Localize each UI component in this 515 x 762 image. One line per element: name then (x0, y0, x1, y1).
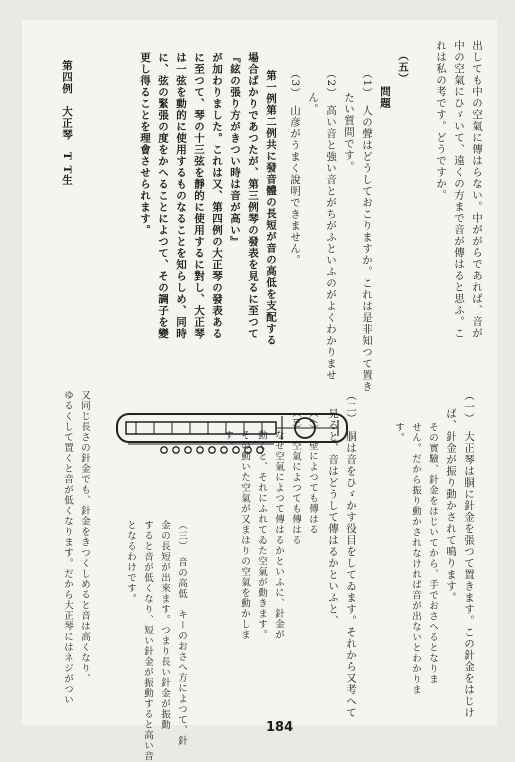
text-column: その動いた空氣が又まはりの空氣を動かしま (239, 430, 250, 640)
text-column: （一） 大正琴は胴に針金を張つて置きます。この針金をはじけ (463, 390, 475, 719)
text-column: なぜ空氣によつて傳はるかといふに、針金が (273, 430, 284, 640)
question-heading: 問題 (379, 86, 391, 109)
text-column: せん。だから振り動かされなければ音が出ないとわかりま (410, 422, 421, 695)
text-column: （二） 胴は音をひゞかす役目をしてゐます。それから又考へて (345, 390, 357, 719)
text-column: 動くと、それにふれてゐた空氣が動きます。 (256, 430, 267, 640)
question-item: たい質問です。 (343, 92, 355, 173)
text-column: となるわけです。 (125, 520, 136, 604)
text-column: ゆるくして置くと音が低くなります。だから大正琴にはネジがつい (62, 390, 73, 705)
question-item: （2） 高い音と強い音とがちがふといふのがよくわかりませ (325, 68, 337, 381)
text-column: す。 (222, 430, 233, 451)
commentary-line: に至つて、琴の十三弦を靜的に使用するに對し、大正琴 (193, 52, 205, 340)
question-item: （3） 山彦がうまく說明できません。 (289, 68, 301, 266)
text-column: すると音が低くなり、短い針金が振動すると高い音 (142, 520, 153, 762)
commentary-line: 第一例第二例共に發音體の長短が音の高低を支配する (265, 70, 277, 346)
commentary-quote: 『絃の張り方がきつい時は音が高い』 (229, 52, 241, 248)
commentary-line: は一弦を動的に使用するものなることを知らしめ、同時 (175, 52, 187, 340)
question-item: ん。 (307, 92, 319, 115)
taishogoto-illustration (114, 410, 354, 500)
text-column: 出しても中の空氣に傳はらない。中ががらであれば、音が (471, 40, 483, 339)
text-column: 又同じ長さの針金でも、針金をきつくしめると音は高くなり、 (79, 390, 90, 684)
commentary-line: 更し得ることを理會させられます。 (139, 52, 151, 236)
question-item: （1） 人の聲はどうしておこりますか。これは是非知つて置き (361, 68, 373, 393)
text-column: （三） 音の高低 キーのおさへ方によつて、針 (176, 520, 187, 747)
commentary-line: 場合ばかりであつたが、第三例琴の發表を見るに至つて (247, 52, 259, 340)
list-item: （ｲ） 壁によつても傳はる (307, 408, 318, 536)
page-number: 184 (266, 720, 294, 735)
example-heading: 第四例 大正琴 T T生 (61, 60, 73, 186)
text-column: 見ると、音はどうして傳はるかといふと、 (327, 408, 339, 627)
text-column: 金の長短が出來ます。つまり長い針金が振動 (159, 520, 170, 730)
text-column: す。 (393, 422, 404, 443)
text-column: 中の空氣にひゞいて、遠くの方まで音が傳はると思ふ。こ (453, 40, 465, 339)
list-item: （ﾛ） 空氣によつても傳はる (290, 408, 301, 546)
section-heading: （五） (397, 50, 409, 85)
text-column: その實驗、針金をはじいてから、手でおさへるとなりま (427, 422, 438, 685)
text-column: れは私の考です。どうですか。 (435, 40, 447, 201)
commentary-line: が加わりました。これは又、第四例の大正琴の發表ある (211, 52, 223, 340)
commentary-line: に、弦の緊張の度をかへることによつて、その調子を變 (157, 52, 169, 340)
text-column: ば、針金が振り動かされて鳴ります。 (445, 408, 457, 604)
document-page (22, 20, 497, 762)
